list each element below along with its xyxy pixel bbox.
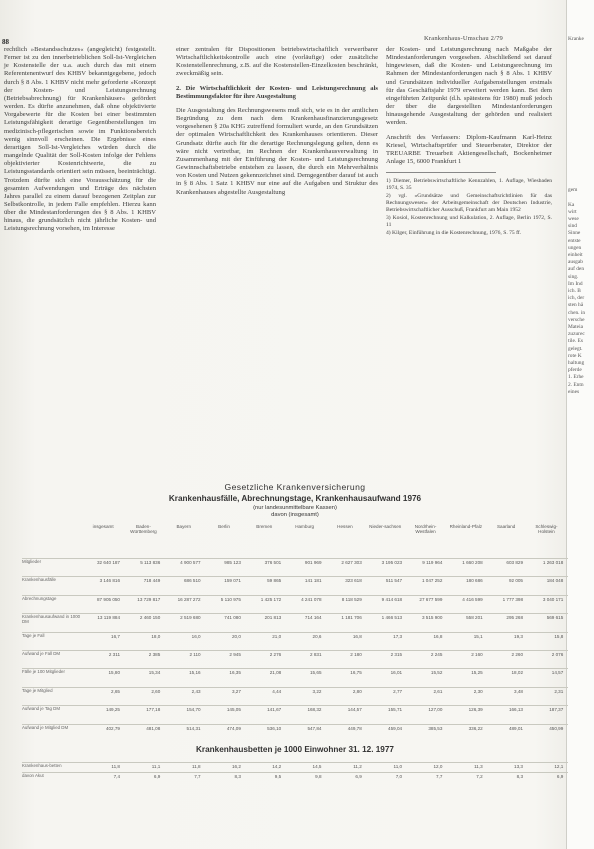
table-cell: 985 123 <box>224 560 241 565</box>
table-cell: 2 260 <box>511 652 523 657</box>
table-cell: 2,77 <box>393 688 403 694</box>
next-page-line: einheit <box>568 252 583 258</box>
row-rule <box>82 576 568 577</box>
table-cell: 201 813 <box>264 615 282 621</box>
row-label: Aufwand je Mitglied DM <box>22 724 82 730</box>
row-rule <box>82 668 568 669</box>
next-page-line: entste <box>568 237 581 244</box>
table-cell: 15,25 <box>471 670 483 676</box>
table-cell: 2 460 150 <box>139 615 161 621</box>
table-cell: 16,8 <box>433 633 443 639</box>
table-cell: 154,70 <box>186 707 201 713</box>
table-cell: 11,3 <box>474 764 483 769</box>
table-cell: 180 686 <box>466 578 483 584</box>
table-cell: 32 640 187 <box>97 560 120 565</box>
table-cell: 402,79 <box>105 725 120 731</box>
table-cell: 449,78 <box>347 725 362 731</box>
table-cell: 2 627 303 <box>341 560 362 565</box>
row-label: Aufwand je Fall DM <box>22 650 82 656</box>
table-cell: 15,8 <box>554 633 564 639</box>
table-cell: 17,3 <box>393 633 403 639</box>
table-cell: 16,75 <box>350 670 362 676</box>
table-cell: 9,8 <box>315 774 322 779</box>
row-label: Krankenhaus-betten <box>22 762 82 768</box>
table-cell: 2,43 <box>191 688 201 694</box>
table-cell: 1 660 208 <box>462 560 483 565</box>
next-page-line: Kranke <box>568 36 584 42</box>
next-page-edge <box>566 0 594 849</box>
next-page-line: sten hä <box>568 302 584 309</box>
table-cell: 12,1 <box>554 764 564 769</box>
table-cell: 547,84 <box>307 725 322 731</box>
next-page-line: rote K <box>568 352 582 359</box>
table-cell: 5 110 975 <box>220 596 241 602</box>
table-cell: 4 900 577 <box>180 560 201 565</box>
table-cell: 511 547 <box>385 578 403 584</box>
table-cell: 20,0 <box>231 633 241 639</box>
row-label: Fälle je 100 Mitglieder <box>22 668 82 674</box>
row-rule <box>82 687 568 688</box>
table-cell: 4 241 078 <box>301 596 322 602</box>
table-cell: 1 263 018 <box>542 560 564 565</box>
author-address: Anschrift des Verfassers: Diplom-Kaufmann Karl-Heinz Kriesel, Wirtschaftsprüfer und Steuerberater, Direktor der TREUARBE Treuarbeit Aktiengesellschaft, Bockenheimer Anlage 15, 6000 Frankfurt 1 <box>386 133 552 166</box>
table-cell: 144,57 <box>347 707 362 713</box>
column-header: Saarland <box>496 524 516 529</box>
table-cell: 149,25 <box>105 707 120 713</box>
table-cell: 1 047 252 <box>421 578 443 584</box>
table-cell: 450,99 <box>549 725 564 731</box>
table-cell: 8 118 529 <box>341 596 362 602</box>
next-page-line: ungen <box>568 244 582 251</box>
table-cell: 141,67 <box>267 707 282 713</box>
next-page-line: zuzurec <box>568 331 585 338</box>
table-cell: 2 110 <box>189 652 201 657</box>
row-label: Tage je Mitglied <box>22 687 82 693</box>
column-header: Rheinland-Pfalz <box>449 524 483 529</box>
paragraph: der Kosten- und Leistungsrechnung nach Maßgabe der Mindestanforderungen vorgesehen. Abschließend sei darauf hingewiesen, daß die Kosten- und Leistungsrechnung im Rahmen der Mindestanforderungen nach § 8 Abs. 1 KHBV und Grundsätzen individueller Aufgabenstellungen erstmals für das Geschäftsjahr 1979 erweitert werden kann. Bei dem eingeführten Zeitpunkt (d.h. spätestens für 1980) muß jedoch der über die dargestellten Mindestanforderungen hinausgehende Ausgestaltung der gehörden und realisiert werden. <box>386 46 552 127</box>
table-cell: 18,02 <box>511 670 523 676</box>
row-rule <box>82 762 568 763</box>
table-cell: 7,7 <box>436 774 443 779</box>
row-rule <box>82 613 568 614</box>
table-cell: 2 180 <box>350 652 362 657</box>
table-cell: 8,3 <box>234 774 241 779</box>
next-page-line: pferde <box>568 367 582 374</box>
table-cell: 741 080 <box>224 615 241 621</box>
table-title: Gesetzliche Krankenversicherung <box>224 482 366 492</box>
paragraph: Die Ausgestaltung des Rechnungswesens muß sich, wie es in der amtlichen Begründung zu dem nach dem Krankenhausfinanzierungsgesetz vorgesehenen § 20a KHG zutreffend formuliert wurde, an den Grundsätzen der optimalen Wirtschaftlichkeit des Krankenhauses orientieren. Dieser Grundsatz dürfte auch für die derartige Rechnungslegung gelten, denn es wäre nicht vertretbar, im Rechnen der Krankenhausverwaltung in Zusammenhang mit der Einführung der Kosten- und Leistungsrechnung Gewinnschaftsbetriebe entstehen zu lassen, die durch ein Mehrverhältnis von Kosten und Nutzen gekennzeichnet sind. Demgegenüber darauf ist auch in § 8 Abs. 1 Satz 1 KHBV nur eine auf die Aufgaben und Struktur des Krankenhauses abgestellte Ausgestaltung <box>176 106 378 196</box>
table-cell: 11,2 <box>353 764 362 769</box>
table-cell: 3,22 <box>312 688 322 694</box>
next-page-line: Mateia <box>568 324 583 330</box>
table-cell: 15,80 <box>108 670 120 676</box>
row-rule <box>82 772 568 773</box>
column-header: Hessen <box>337 524 353 529</box>
row-rule <box>82 724 568 725</box>
text-column-3 <box>386 46 552 239</box>
table-cell: 3 195 023 <box>381 560 403 565</box>
table-cell: 2,61 <box>433 688 443 694</box>
table-cell: 126,39 <box>468 707 483 713</box>
table-cell: 3 040 171 <box>542 596 564 602</box>
table-cell: 11,1 <box>151 764 161 769</box>
row-label: Aufwand je Tag DM <box>22 705 82 711</box>
table-subtitle: Krankenhausfälle, Abrechnungstage, Krankenhausaufwand 1976 <box>168 494 422 503</box>
table-cell: 159 071 <box>224 578 241 584</box>
table-cell: 2,60 <box>151 688 161 694</box>
table-cell: 155,71 <box>388 707 403 713</box>
table-cell: 15,34 <box>148 670 161 676</box>
column-header: Nordrhein-Westfalen <box>414 524 437 534</box>
table-cell: 18,0 <box>151 633 161 639</box>
table-cell: 459,04 <box>388 725 403 731</box>
next-page-line: gem <box>568 187 578 194</box>
table-cell: 2 160 <box>471 652 483 657</box>
table-cell: 87 905 050 <box>97 596 120 602</box>
column-header: Bayern <box>176 524 192 529</box>
table-cell: 2 311 <box>108 652 120 657</box>
table-cell: 7,2 <box>476 774 483 779</box>
table-cell: 16,0 <box>191 633 201 639</box>
table-cell: 2,80 <box>352 688 362 694</box>
table-cell: 569 615 <box>546 615 564 621</box>
next-page-line: 2. Entn <box>568 381 584 388</box>
table-cell: 21,08 <box>269 670 282 676</box>
next-page-line: Ka <box>568 201 575 208</box>
footnote: 4) Kilger, Einführung in die Kostenrechnung, 1976, S. 75 ff. <box>386 230 522 237</box>
footnote: 2) vgl. »Grundsätze und Gemeinschaftsrichtlinien für das Rechnungswesen« der Arbeitsgemeinschaft der Deutschen Industrie, Betriebswirtschaftlicher Ausschuß, Frankfurt am Main 1952 <box>386 193 552 213</box>
footnotes <box>386 178 552 237</box>
column-header: Baden-Württemberg <box>130 524 157 534</box>
table-cell: 9,5 <box>274 774 282 779</box>
table-note: (nur landesunmittelbare Kassen) <box>253 505 337 511</box>
footnote: 1) Diemer, Betriebswirtschaftliche Kennzahlen, 1. Auflage, Wiesbaden 1974, S. 35 <box>386 178 552 191</box>
text-column-1 <box>4 46 156 240</box>
next-page-line: sing. <box>568 273 579 280</box>
table-cell: 11,0 <box>393 764 403 769</box>
table-cell: 385,53 <box>428 725 443 731</box>
table-cell: 11,8 <box>191 764 201 769</box>
next-page-line: gelegt. <box>568 345 583 352</box>
table-cell: 16 287 272 <box>177 596 201 602</box>
table-cell: 16,35 <box>229 670 241 676</box>
column-header: Nieder-sachsen <box>369 524 402 529</box>
table-cell: 7,4 <box>113 774 120 779</box>
table-cell: 166,13 <box>508 707 523 713</box>
table-cell: 295 268 <box>506 615 523 621</box>
table-cell: 1 777 398 <box>502 596 523 602</box>
next-page-line: ich, der <box>568 295 585 302</box>
table-cell: 145,05 <box>226 707 241 713</box>
table-cell: 481,08 <box>146 725 161 731</box>
column-header: Hamburg <box>295 524 315 529</box>
table-cell: 2 076 <box>551 652 564 657</box>
table-cell: 718 449 <box>143 578 161 584</box>
column-header: Bremen <box>256 524 273 529</box>
table-cell: 187,37 <box>549 707 564 713</box>
table-section-title: Krankenhausbetten je 1000 Einwohner 31. 12. 1977 <box>196 745 394 754</box>
statistics-table <box>20 466 570 804</box>
table-cell: 3 146 816 <box>99 578 120 584</box>
table-cell: 12,0 <box>433 764 443 769</box>
row-label: davon Akut <box>22 772 82 778</box>
paragraph: einer zentralen für Dispositionen betriebswirtschaftlich verwertbarer Wirtschaftlichkeitskontrolle auch eine (vorläufige) oder zusätzliche Kostenstellenrechnung, z.B. auf die Kostenstellen-Einzelkosten beschränkt, zweckmäßig sein. <box>176 46 378 78</box>
next-page-line: Sinne <box>568 230 581 237</box>
table-cell: 1 466 513 <box>381 615 403 621</box>
table-cell: 21,0 <box>272 633 282 639</box>
row-rule <box>82 705 568 706</box>
row-label: Krankenhausaufwand in 1000 DM <box>22 614 81 625</box>
table-cell: 13,3 <box>514 764 523 769</box>
table-cell: 489,01 <box>508 725 523 731</box>
table-cell: 7,0 <box>395 774 403 779</box>
table-cell: 14,2 <box>272 764 282 769</box>
table-cell: 9 414 618 <box>381 596 403 602</box>
table-cell: 2,30 <box>473 688 483 694</box>
next-page-line: Im Ind <box>568 280 583 287</box>
table-cell: 13 119 884 <box>97 615 120 621</box>
table-cell: 4,44 <box>272 688 282 694</box>
column-header: Schleswig-Holstein <box>535 524 558 534</box>
table-cell: 5 113 836 <box>140 560 161 565</box>
table-cell: 92 005 <box>508 578 523 584</box>
table-cell: 15,1 <box>473 633 483 639</box>
next-page-line: haltung <box>568 360 585 366</box>
table-cell: 2 831 <box>310 652 322 657</box>
row-label: Tage je Fall <box>22 632 82 638</box>
table-cell: 3,27 <box>231 688 241 694</box>
table-cell: 27 677 599 <box>419 596 443 602</box>
table-cell: 336,22 <box>468 725 483 731</box>
table-cell: 127,00 <box>428 707 443 713</box>
table-cell: 714 164 <box>304 615 322 621</box>
next-page-line: versche <box>568 316 585 323</box>
row-label: Krankenhausfälle <box>22 576 82 582</box>
table-cell: 4 416 599 <box>462 596 483 602</box>
row-rule <box>82 632 568 633</box>
table-cell: 8,3 <box>516 774 523 779</box>
table-cell: 2 315 <box>390 652 403 657</box>
table-cell: 168,32 <box>307 707 322 713</box>
table-cell: 2 276 <box>269 652 282 657</box>
table-cell: 6,9 <box>556 774 564 779</box>
table-cell: 3 515 900 <box>421 615 443 621</box>
row-label: Mitglieder <box>22 558 82 564</box>
table-note: davon (insgesamt) <box>271 512 319 518</box>
table-cell: 177,18 <box>146 707 161 713</box>
running-head: Krankenhaus-Umschau 2/79 <box>424 35 503 42</box>
text-column-2 <box>176 46 378 203</box>
table-cell: 14,57 <box>551 670 564 676</box>
table-cell: 558 201 <box>466 615 483 621</box>
table-cell: 6,9 <box>153 774 161 779</box>
table-cell: 514,31 <box>186 725 201 731</box>
row-label: Abrechnungstage <box>22 595 82 601</box>
table-cell: 19,3 <box>514 633 523 639</box>
next-page-line: tile. Es <box>568 338 583 345</box>
table-cell: 1 181 706 <box>341 615 362 621</box>
table-cell: 2,31 <box>554 688 564 694</box>
table-cell: 2 945 <box>229 652 241 657</box>
table-cell: 59 865 <box>267 578 282 584</box>
table-cell: 2 519 680 <box>180 615 201 621</box>
next-page-line: wese <box>568 216 579 222</box>
next-page-line: 1. Erhe <box>568 374 584 381</box>
table-cell: 323 618 <box>345 578 362 584</box>
table-cell: 536,10 <box>267 725 282 731</box>
next-page-line: ausgab <box>568 259 583 266</box>
table-cell: 15,16 <box>189 670 201 676</box>
table-cell: 6,9 <box>355 774 362 779</box>
table-cell: 16,2 <box>231 764 241 769</box>
table-cell: 14,5 <box>312 764 322 769</box>
next-page-line: eines <box>568 388 580 395</box>
next-page-line: auf den <box>568 266 585 273</box>
footnote: 3) Kosiol, Kostenrechnung und Kalkulation, 2. Auflage, Berlin 1972, S. 11 <box>386 215 552 228</box>
table-cell: 16,8 <box>352 633 362 639</box>
table-cell: 16,01 <box>390 670 403 676</box>
table-cell: 15,52 <box>430 670 443 676</box>
row-rule <box>82 650 568 651</box>
column-header: Berlin <box>218 524 230 529</box>
table-cell: 3,48 <box>514 688 523 694</box>
next-page-line: wirt <box>568 208 577 215</box>
table-cell: 11,8 <box>111 764 120 769</box>
next-page-line: sind <box>568 223 577 230</box>
table-cell: 20,6 <box>312 633 322 639</box>
table-cell: 474,09 <box>226 725 241 731</box>
page-number: 88 <box>2 38 9 46</box>
table-cell: 7,7 <box>194 774 201 779</box>
table-cell: 9 119 964 <box>422 560 443 565</box>
paragraph: rechtlich »Bestandsschutzes« (angegleicht) festgestellt. Ferner ist zu den innerbetrieblichen Soll-Ist-Vergleichen je Kostenstelle der u.a. auch durch das mit einem Referentenentwurf des KHBV bekanntgegebene, jedoch durch § 8 Abs. 1 KHBV nicht mehr geforderte »Konzept der Kosten- und Leistungsrechnung (Betriebsabrechnung) für Krankenhäuser« gefördert werden. Es dürfte anzunehmen, daß ohne objektivierte Vorgabewerte für die Kosten bei einer bestimmten Leistungsfähigkeit derartige Gegenüberstellungen im medizinisch-pflegerischen sowie im Funktionsbereich wenig sinnvoll erscheinen. Die Ergebnisse eines derartigen Soll-Ist-Vergleiches würden durch die mangelnde Qualität der Soll-Kosten infolge der Fehlens objektivierter Kostenrichtwerte, die zu Leistungsstandards orientiert sein müssen, beeinträchtigt. Trotzdem dürfte sich eine Vorausschätzung für die gesamten Aufwendungen und Erträge des nächsten Jahres parallel zu einem darauf bezogenen Zeitplan zur Selbstkontrolle, in jedem Falle empfehlen. Hierzu kann über die Mindestanforderungen des § 8 Abs. 1 KHBV hinaus, die grundsätzlich nicht jährliche Kosten- und Leistungsrechnung vorsehen, im Interesse <box>4 46 156 233</box>
next-page-line: ich. B <box>568 288 581 294</box>
table-cell: 603 829 <box>506 560 523 565</box>
table-cell: 2 245 <box>430 652 443 657</box>
next-page-line: chen. in <box>568 309 586 316</box>
table-cell: 1 425 172 <box>260 596 282 602</box>
section-heading: 2. Die Wirtschaftlichkeit der Kosten- und Leistungsrechnung als Bestimmungsfaktor für ihre Ausgestaltung <box>176 84 378 100</box>
footnote-rule <box>386 172 496 176</box>
table-cell: 16,7 <box>111 633 120 639</box>
table-cell: 15,65 <box>310 670 322 676</box>
table-cell: 901 969 <box>304 560 322 565</box>
table-cell: 2 385 <box>148 652 161 657</box>
table-cell: 2,65 <box>111 688 120 694</box>
table-cell: 141 181 <box>304 578 322 584</box>
column-header: insgesamt <box>92 524 114 529</box>
row-rule <box>82 558 568 559</box>
row-rule <box>82 595 568 596</box>
table-cell: 376 501 <box>264 560 282 565</box>
table-cell: 184 048 <box>546 578 564 584</box>
table-cell: 686 510 <box>183 578 201 584</box>
table-cell: 13 729 817 <box>137 596 161 602</box>
